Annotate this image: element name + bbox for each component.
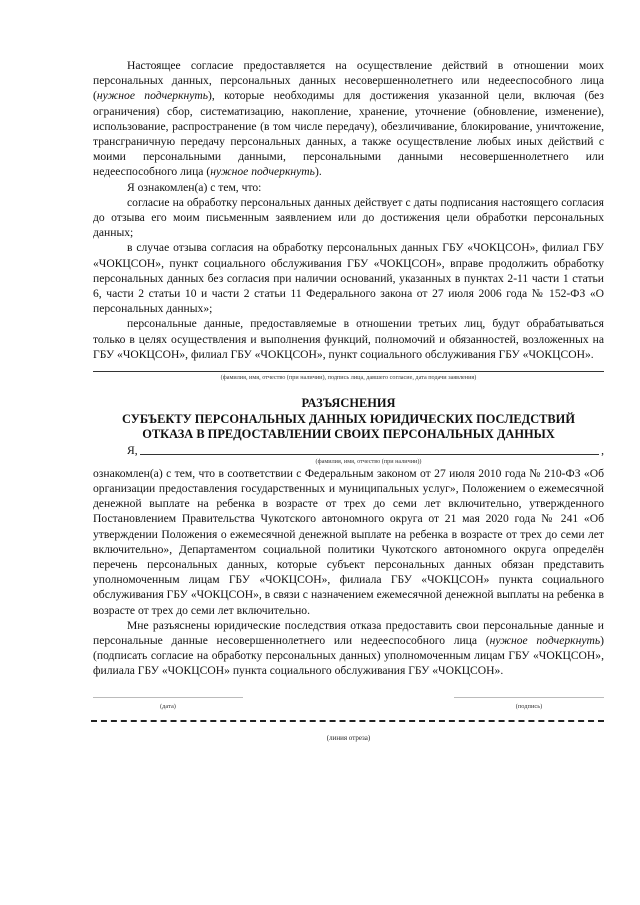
explanation-title-line-2: СУБЪЕКТУ ПЕРСОНАЛЬНЫХ ДАННЫХ ЮРИДИЧЕСКИХ ПОСЛЕДСТВИЙ <box>122 411 575 426</box>
explanation-title <box>93 396 604 443</box>
cut-line <box>91 720 604 722</box>
date-field <box>93 697 243 714</box>
consent-scope-text-c: ). <box>314 165 322 179</box>
consequences-text-a: Мне разъяснены юридические последствия отказа предоставить свои персональные данные и персональные данные несовершеннолетнего или недееспособного лица ( <box>93 618 604 648</box>
consent-withdrawal-paragraph: в случае отзыва согласия на обработку персональных данных ГБУ «ЧОКЦСОН», филиал ГБУ «ЧОКЦСОН», пункт социального обслуживания ГБУ «ЧОКЦСОН», вправе продолжить обработку персональных данных без согласия при наличии оснований, указанных в пунктах 2-11 части 1 статьи 6, части 2 статьи 10 и части 2 статьи 11 Федерального закона от 27 июля 2006 года № 152-ФЗ «О персональных данных»; <box>93 241 604 316</box>
cut-line-label: (линия отреза) <box>326 733 371 742</box>
consent-scope-paragraph <box>93 58 604 180</box>
explanation-legal-basis-paragraph: ознакомлен(а) с тем, что в соответствии с Федеральным законом от 27 июля 2010 года № 210-ФЗ «Об организации предоставления государственных и муниципальных услуг», Положением о ежемесячной денежной выплате на ребенка в возрасте от трех до семи лет включительно, утвержденного Постановлением Правительства Чукотского автономного округа от 21 мая 2020 года № 241 «Об утверждении Положения о ежемесячной денежной выплате на ребенка в возрасте от трех до семи лет включительно», Департаментом социальной политики Чукотского автономного округа определён перечень персональных данных, которые субъект персональных данных обязан представить уполномоченным лицам ГБУ «ЧОКЦСОН», филиала ГБУ «ЧОКЦСОН» пункта социального обслуживания ГБУ «ЧОКЦСОН», в связи с назначением ежемесячной денежной выплаты на ребенка в возрасте от трех до семи лет включительно. <box>93 466 604 617</box>
signature-line[interactable] <box>454 697 604 698</box>
explanation-title-line-1: РАЗЪЯСНЕНИЯ <box>301 396 396 411</box>
consent-signature-caption: (фамилия, имя, отчество (при наличии), подпись лица, давшего согласие, дата подачи заявления) <box>220 374 477 382</box>
consent-scope-text-b: ), которые необходимы для достижения указанной цели, включая (без ограничения) сбор, систематизацию, накопление, хранение, уточнение (обновление, изменение), использование, распространение (в том числе передачу), обезличивание, блокирование, уничтожение, трансграничную передачу персональных данных, а также осуществление любых иных действий с моими персональными данными, персональными данными несовершеннолетнего или недееспособного лица ( <box>93 89 605 179</box>
explanation-title-line-3: ОТКАЗА В ПРЕДОСТАВЛЕНИИ СВОИХ ПЕРСОНАЛЬНЫХ ДАННЫХ <box>142 427 555 442</box>
date-label: (дата) <box>160 702 176 710</box>
signature-label: (подпись) <box>515 702 543 710</box>
consent-validity-paragraph: согласие на обработку персональных данных действует с даты подписания настоящего согласия до отзыва его моим письменным заявлением или до достижения цели обработки персональных данных; <box>93 195 604 240</box>
signature-field <box>454 697 604 714</box>
consent-scope-text-a: Настоящее согласие предоставляется на осуществление действий в отношении моих персональных данных, персональных данных несовершеннолетнего или недееспособного лица ( <box>93 59 604 103</box>
name-entry-row <box>127 443 604 458</box>
date-line[interactable] <box>93 697 243 698</box>
name-entry-comma: , <box>601 443 604 457</box>
name-entry-prefix: Я, <box>127 443 138 457</box>
third-party-data-paragraph: персональные данные, предоставляемые в отношении третьих лиц, будут обрабатываться только в целях осуществления и выполнения функций, полномочий и обязанностей, возложенных на ГБУ «ЧОКЦСОН», филиал ГБУ «ЧОКЦСОН», пункт социального обслуживания ГБУ «ЧОКЦСОН». <box>93 317 604 361</box>
consequences-emphasis: нужное подчеркнуть <box>489 634 601 648</box>
consent-signature-line[interactable] <box>93 371 604 372</box>
consequences-text-b: ) (подписать согласие на обработку персональных данных) уполномоченным лицам ГБУ «ЧОКЦСОН», филиала ГБУ «ЧОКЦСОН» пункта социального обслуживания ГБУ «ЧОКЦСОН». <box>93 634 604 678</box>
consent-scope-emphasis-1: нужное подчеркнуть <box>96 89 209 103</box>
consent-scope-emphasis-2: нужное подчеркнуть <box>210 165 315 179</box>
name-entry-line[interactable] <box>140 454 599 455</box>
name-entry-caption: (фамилия, имя, отчество (при наличии)) <box>315 457 422 465</box>
acknowledgement-intro: Я ознакомлен(а) с тем, что: <box>127 180 262 194</box>
consent-signature-block <box>93 371 604 382</box>
explanation-consequences-paragraph <box>93 618 604 679</box>
date-signature-row <box>93 697 604 714</box>
